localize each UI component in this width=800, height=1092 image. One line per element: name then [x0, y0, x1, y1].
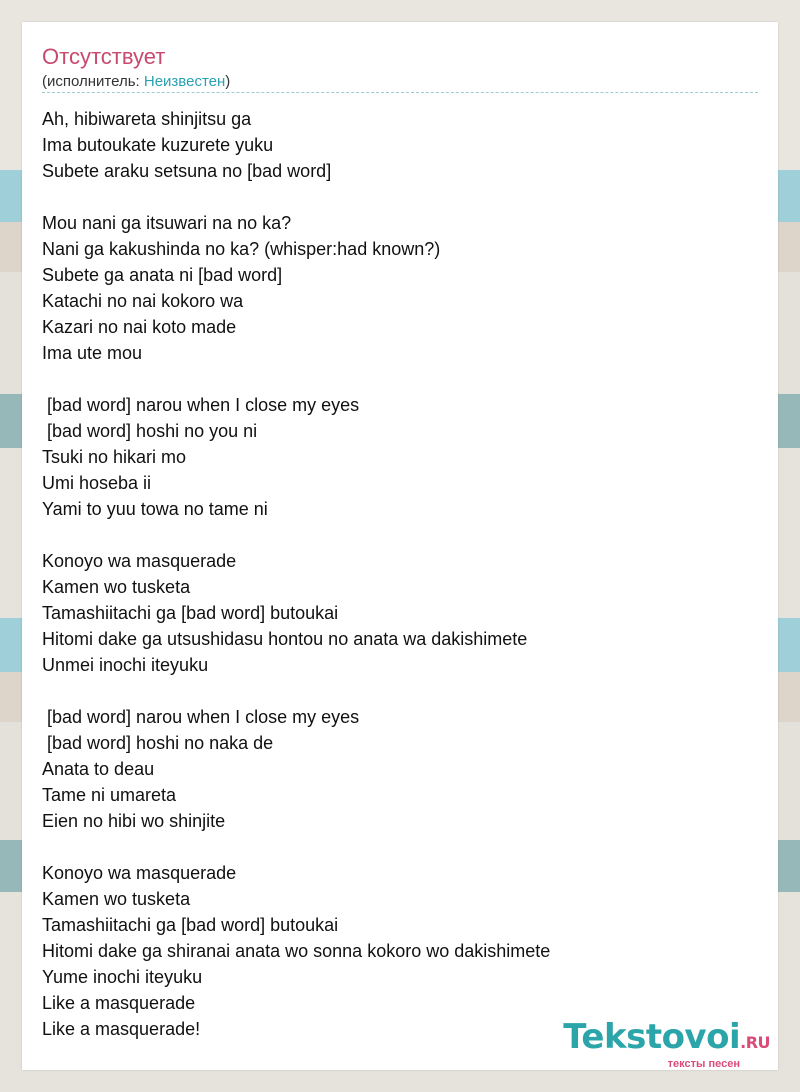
lyric-line: Unmei inochi iteyuku [42, 655, 209, 675]
site-logo[interactable] [563, 1017, 770, 1070]
lyric-line: Umi hoseba ii [42, 473, 152, 493]
artist-prefix: (исполнитель: [42, 73, 144, 90]
lyric-line: Tame ni umareta [42, 785, 177, 805]
logo-main-text: Tekstovoi [563, 1017, 741, 1057]
lyric-line: [bad word] hoshi no you ni [42, 421, 258, 441]
lyrics-text [42, 106, 762, 1042]
lyric-line: Hitomi dake ga utsushidasu hontou no anata wa dakishimete [42, 629, 528, 649]
lyric-line [42, 522, 762, 548]
lyric-line: Kamen wo tusketa [42, 889, 191, 909]
lyric-line: Anata to deau [42, 759, 155, 779]
lyric-line: Eien no hibi wo shinjite [42, 811, 226, 831]
lyric-line: Tamashiitachi ga [bad word] butoukai [42, 915, 339, 935]
lyric-line: Tsuki no hikari mo [42, 447, 187, 467]
lyric-line: Konoyo wa masquerade [42, 551, 237, 571]
lyric-line: Nani ga kakushinda no ka? (whisper:had known?) [42, 239, 441, 259]
lyric-line: Ima ute mou [42, 343, 143, 363]
lyric-line: Katachi no nai kokoro wa [42, 291, 244, 311]
title-divider [42, 92, 758, 93]
lyric-line [42, 366, 762, 392]
lyric-line: Kazari no nai koto made [42, 317, 237, 337]
lyric-line [42, 184, 762, 210]
lyric-line: Yami to yuu towa no tame ni [42, 499, 268, 519]
logo-wordmark [563, 1017, 770, 1060]
song-title: Отсутствует [42, 44, 166, 69]
logo-subtitle: тексты песен [667, 1058, 740, 1070]
lyric-line: Konoyo wa masquerade [42, 863, 237, 883]
lyric-line: Like a masquerade [42, 993, 196, 1013]
lyrics-card [22, 22, 778, 1070]
lyric-line: [bad word] hoshi no naka de [42, 733, 274, 753]
lyric-line: Like a masquerade! [42, 1019, 201, 1039]
lyric-line: Tamashiitachi ga [bad word] butoukai [42, 603, 339, 623]
lyric-line [42, 678, 762, 704]
logo-tld: .RU [740, 1033, 770, 1052]
artist-name-link[interactable]: Неизвестен [143, 73, 226, 90]
artist-suffix: ) [225, 73, 231, 90]
artist-line [42, 73, 230, 90]
lyric-line: Subete ga anata ni [bad word] [42, 265, 283, 285]
lyric-line: Ah, hibiwareta shinjitsu ga [42, 109, 252, 129]
lyric-line: Yume inochi iteyuku [42, 967, 203, 987]
lyric-line: Kamen wo tusketa [42, 577, 191, 597]
lyric-line: Hitomi dake ga shiranai anata wo sonna kokoro wo dakishimete [42, 941, 551, 961]
lyric-line: [bad word] narou when I close my eyes [42, 707, 360, 727]
lyric-line: Ima butoukate kuzurete yuku [42, 135, 274, 155]
lyric-line: [bad word] narou when I close my eyes [42, 395, 360, 415]
lyric-line: Mou nani ga itsuwari na no ka? [42, 213, 292, 233]
lyric-line [42, 834, 762, 860]
lyric-line: Subete araku setsuna no [bad word] [42, 161, 332, 181]
